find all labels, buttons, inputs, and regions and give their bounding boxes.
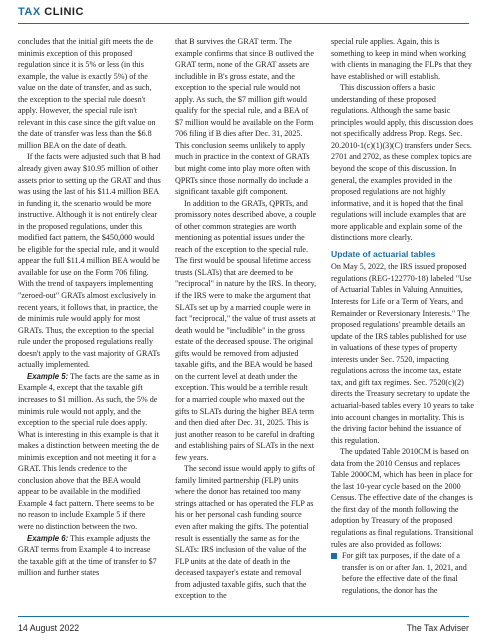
paragraph: This discussion offers a basic understanding of these proposed regulations. Although the same basic principles would apply, this discussion does not specifically address Prop. Regs. Sec. 20.2010-1(c)(1)(3)(C) transfers under Secs. 2701 and 2702, as these complex topics are beyond the scope of this discussion. In general, the examples provided in the proposed regulations are not highly informative, and it is hoped that the final regulations will include examples that are more applicable and explain some of the distinctions more clearly. bbox=[331, 83, 474, 243]
paragraph: In addition to the GRATs, QPRTs, and promissory notes described above, a couple of other common strategies are worth mentioning as potential issues under the reach of the exception to the special rule. The first would be spousal lifetime access trusts (SLATs) that are deemed to be "reciprocal" in nature by the IRS. In theory, if the IRS were to make the argument that SLATs set up by a married couple were in fact "reciprocal," the value of trust assets at death would be "includible" in the gross estate of the deceased spouse. The original gifts would be removed from adjusted taxable gifts, and the BEA would be based on the current level at death under the exception. This would be a terrible result for a married couple who maxed out the gifts to SLATs during the higher BEA term and then died after Dec. 31, 2025. This is just another reason to be careful in drafting and establishing pairs of SLATs in the next few years. bbox=[175, 198, 317, 462]
example-text: The facts are the same as in Example 4, except that the taxable gift increases to $1 million. As such, the 5% de minimis rule would not apply, and the exception to the special rule does apply. What is interesting in this example is that it makes a distinction between meeting the de minimis exception and not meeting it for a GRAT. This lends credence to the conclusion above that the BEA would appear to be available in the modified Example 4 fact pattern. There seems to be no reason to include Example 5 if there were no distinction between the two. bbox=[18, 371, 160, 531]
column-1 bbox=[18, 36, 161, 579]
bullet-text: For gift tax purposes, if the date of a transfer is on or after Jan. 1, 2021, and before the effective date of the final regulations, the donor has the bbox=[342, 551, 467, 595]
square-bullet-icon bbox=[331, 553, 337, 559]
example-label: Example 5: bbox=[27, 371, 69, 381]
column-3 bbox=[331, 36, 474, 596]
header-rule bbox=[18, 23, 469, 24]
example-6-paragraph bbox=[18, 533, 161, 579]
paragraph: concludes that the initial gift meets the de minimis exception of this proposed regulation since it is 5% or less (in this example, the value is exactly 5%) of the value on the date of transfer, and as such, the exception to the special rule doesn't apply. However, the special rule isn't relevant in this case since the gift value on the date of transfer was less than the $6.8 million BEA on the date of death. bbox=[18, 37, 156, 150]
column-2 bbox=[175, 36, 318, 602]
bullet-item bbox=[331, 550, 474, 596]
paragraph: On May 5, 2022, the IRS issued proposed regulations (REG-122770-18) labeled "Use of Actuarial Tables in Valuing Annuities, Interests for Life or a Term of Years, and Remainder or Reversionary Interests." The proposed regulations' preamble details an update of the IRS tables published for use in valuations of these types of property interests under Sec. 7520, impacting regulations across the income tax, estate tax, and gift tax regimes. Sec. 7520(c)(2) directs the Treasury secretary to update the actuarial-based tables every 10 years to take into account changes in mortality. This is the driving factor behind the issuance of this regulation. bbox=[331, 262, 474, 445]
paragraph: The second issue would apply to gifts of family limited partnership (FLP) units where the donor has retained too many strings attached or has operated the FLP as his or her personal cash funding source even after making the gifts. The potential result is essentially the same as for the SLATs: IRS inclusion of the value of the FLP units at the date of death in the deceased taxpayer's estate and removal from adjusted taxable gifts, such that the exception to the bbox=[175, 464, 316, 601]
section-label: TAX bbox=[18, 6, 41, 18]
paragraph: special rule applies. Again, this is something to keep in mind when working with clients in managing the FLPs that they have established or will establish. bbox=[331, 37, 472, 81]
section-heading: Update of actuarial tables bbox=[331, 248, 436, 259]
footer-publication: The Tax Adviser bbox=[406, 623, 469, 633]
example-5-paragraph bbox=[18, 371, 161, 533]
paragraph: The updated Table 2010CM is based on data from the 2010 Census and replaces Table 2000CM, which has been in place for the last 10-year cycle based on the 2000 Census. The effective date of the changes is the first day of the month following the adoption by Treasury of the proposed regulations as final regulations. Transitional rules are also provided as follows: bbox=[331, 447, 474, 549]
paragraph: If the facts were adjusted such that B had already given away $10.95 million of other assets prior to setting up the GRAT and thus was using the last of his $11.4 million BEA in funding it, the scenario would be more instructive. Although it is not entirely clear in the proposed regulations, under this modified fact pattern, the $450,000 would be eligible for the special rule, and it would appear the full $11.4 million BEA would be available for use on the Form 706 filing. With the trend of taxpayers implementing "zeroed-out" GRATs almost exclusively in recent years, it follows that, in practice, the de minimis rule would apply for most GRATs. Thus, the exception to the special rule under the proposed regulations really doesn't apply to the vast majority of GRATs actually implemented. bbox=[18, 152, 161, 370]
page-footer bbox=[18, 616, 469, 633]
paragraph: that B survives the GRAT term. The example confirms that since B outlived the GRAT term, none of the GRAT assets are includible in B's gross estate, and the exception to the special rule would not apply. As such, the $7 million gift would qualify for the special rule, and a BEA of $7 million would be available on the Form 706 filing if B dies after Dec. 31, 2025. This conclusion seems unlikely to apply much in practice in the context of GRATs but might come into play more often with QPRTs since those normally do include a significant taxable gift component. bbox=[175, 37, 314, 197]
example-label: Example 6: bbox=[27, 533, 69, 543]
section-header bbox=[18, 6, 84, 18]
footer-page-info: 14 August 2022 bbox=[18, 623, 80, 633]
example-text: This example adjusts the GRAT terms from Example 4 to increase the taxable gift at the time of transfer to $7 million and further states bbox=[18, 533, 157, 578]
section-title: CLINIC bbox=[44, 6, 84, 18]
